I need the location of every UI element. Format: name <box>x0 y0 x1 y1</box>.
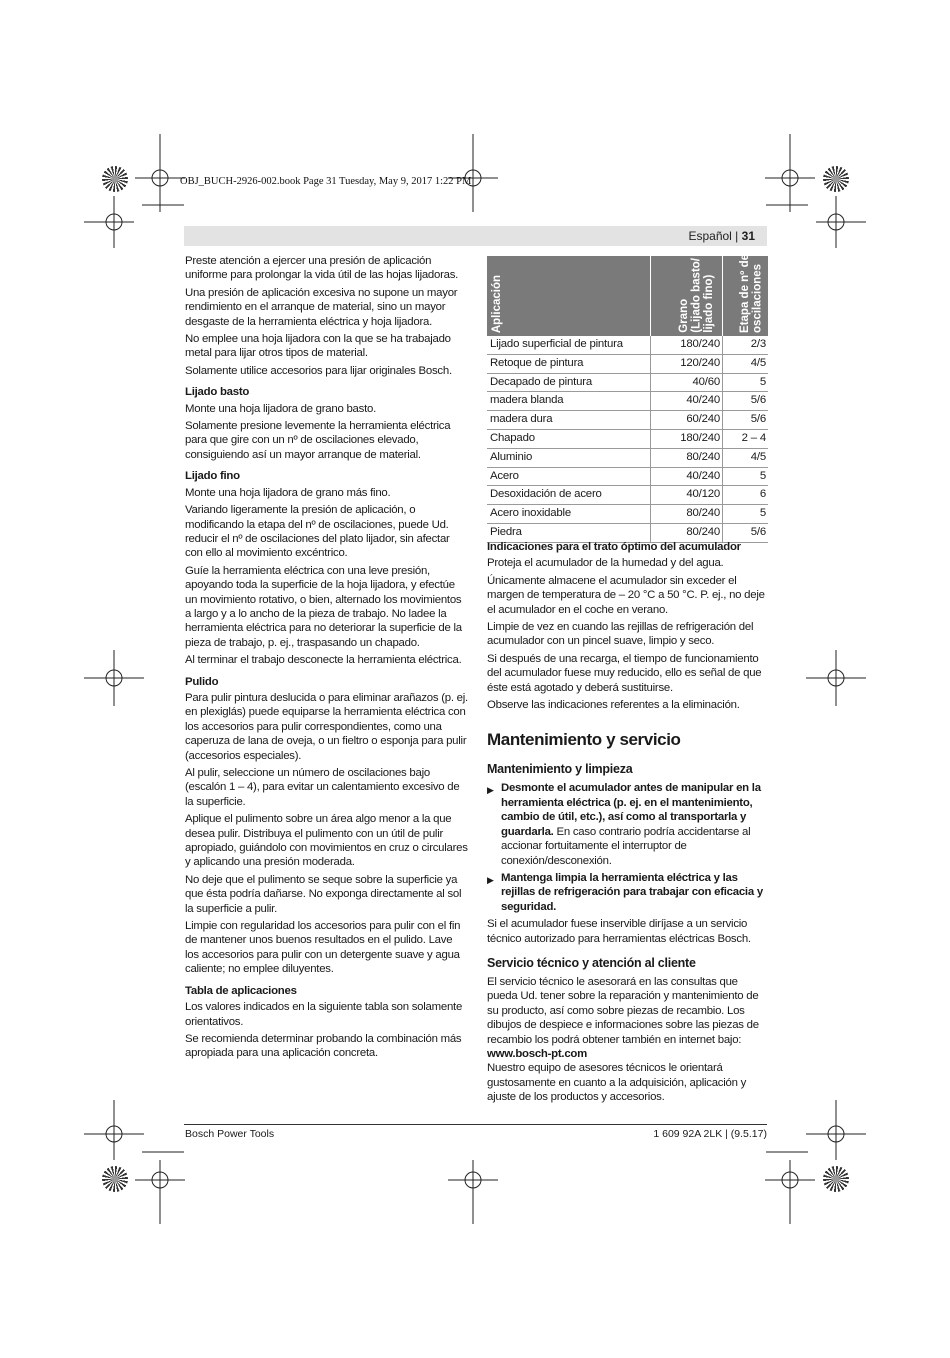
paragraph: Limpie con regularidad los accesorios para pulir con el fin de mantener unos buenos resultados en el pulido. Lave los accesorios para pulir con un detergente suave y agua caliente; no emplee diluyentes. <box>185 920 461 976</box>
cell-application: Lijado superficial de pintura <box>490 338 623 350</box>
table-row <box>487 449 768 468</box>
bullet-bold-text: Mantenga limpia la herramienta eléctrica y las rejillas de refrigeración para trabajar con eficacia y seguridad. <box>501 871 763 913</box>
cell-application: Acero inoxidable <box>490 507 572 520</box>
table-row <box>487 374 768 393</box>
cell-application: madera dura <box>490 413 553 426</box>
cell-grit: 40/240 <box>686 469 720 482</box>
cell-grit: 120/240 <box>680 356 720 369</box>
cell-application: madera blanda <box>490 394 564 407</box>
cell-grit: 40/240 <box>686 394 720 407</box>
bullet-bold-text: Desmonte el acumulador antes de manipular en la herramienta eléctrica (p. ej. en el mantenimiento, cambio de útil, etc.), así como al transportarla y guardarla. <box>501 782 761 838</box>
footer-doc-number: 1 609 92A 2LK | (9.5.17) <box>653 1128 767 1140</box>
cell-application: Piedra <box>490 525 522 538</box>
cell-stage: 5/6 <box>750 394 766 407</box>
page-header <box>184 226 767 246</box>
paragraph: Se recomienda determinar probando la combinación más apropiada para una aplicación concreta. <box>185 1032 462 1060</box>
cell-application: Retoque de pintura <box>490 356 584 369</box>
header-language: Español <box>688 229 732 243</box>
table-row <box>487 468 768 487</box>
table-header <box>487 256 768 336</box>
paragraph: Una presión de aplicación excesiva no supone un mayor rendimiento en el arranque de material, sino un mayor desgaste de la herramienta eléctrica y hoja lijadora. <box>185 286 458 328</box>
cell-stage: 5 <box>759 469 766 482</box>
bullet-text: En caso contrario podría accidentarse al accionar fortuitamente el interruptor de conexión/desconexión. <box>501 825 751 867</box>
cell-stage: 2/3 <box>750 338 766 350</box>
column-divider <box>650 256 651 336</box>
table-row <box>487 430 768 449</box>
table-row <box>487 505 768 524</box>
paragraph: Observe las indicaciones referentes a la eliminación. <box>487 699 740 712</box>
paragraph: El servicio técnico le asesorará en las consultas que pueda Ud. tener sobre la reparación y mantenimiento de su producto, así como sobre piezas de recambio. Los dibujos de despiece e informaciones sobre las piezas de recambio los podrá obtener también en internet bajo: <box>487 975 759 1046</box>
paragraph: Nuestro equipo de asesores técnicos le orientará gustosamente en cuanto a la adquisición, aplicación y ajuste de los productos y accesorios. <box>487 1062 747 1104</box>
paragraph: Solamente presione levemente la herramienta eléctrica para que gire con un nº de oscilaciones elevado, consiguiendo así un mayor arranque de material. <box>185 420 451 461</box>
page-number: 31 <box>741 229 755 243</box>
subheading-battery-care: Indicaciones para el trato óptimo del acumulador <box>487 541 741 553</box>
paragraph: No deje que el pulimento se seque sobre la superficie ya que ésta podría dañarse. No exponga directamente al sol la superficie a pulir. <box>185 873 462 915</box>
cell-stage: 5/6 <box>750 413 766 426</box>
paragraph: Si el acumulador fuese inservible diríjase a un servicio técnico autorizado para herramientas eléctricas Bosch. <box>487 918 751 945</box>
bullet-triangle-icon: ▶ <box>487 785 494 796</box>
cell-stage: 4/5 <box>750 450 766 463</box>
cell-stage: 6 <box>759 488 766 501</box>
cell-stage: 5 <box>759 375 766 388</box>
subheading-coarse-sanding: Lijado basto <box>185 386 250 399</box>
table-row <box>487 336 768 355</box>
safety-bullet <box>487 781 769 867</box>
column-divider <box>722 256 723 336</box>
paragraph: Al pulir, seleccione un número de oscilaciones bajo (escalón 1 – 4), para evitar un calentamiento excesivo de la superficie. <box>185 767 460 808</box>
heading-maintenance-cleaning: Mantenimiento y limpieza <box>487 762 633 777</box>
heading-maintenance-service: Mantenimiento y servicio <box>487 730 681 750</box>
subheading-application-table: Tabla de aplicaciones <box>185 984 297 997</box>
paragraph: Guíe la herramienta eléctrica con una leve presión, apoyando toda la superficie de la hoja lijadora, y efectúe un movimiento rotativo, o bien, alternado los movimientos a largo y a lo ancho de la pieza de trabajo. No ladee la herramienta eléctrica para no deteriorar la superficie de la pieza de trabajo, p. ej., traspasando un chapado. <box>185 564 462 649</box>
cell-stage: 4/5 <box>750 356 766 369</box>
paragraph: Limpie de vez en cuando las rejillas de refrigeración del acumulador con un pincel suave, limpio y seco. <box>487 621 754 648</box>
paragraph: Aplique el pulimento sobre un área algo menor a la que desea pulir. Distribuya el pulimento con un útil de pulir apropiado, guiándolo con movimientos en cruz o circulares y aplicando una presión moderada. <box>185 813 468 869</box>
bullet-triangle-icon: ▶ <box>487 874 494 885</box>
print-slug: OBJ_BUCH-2926-002.book Page 31 Tuesday, May 9, 2017 1:22 PM <box>180 176 472 187</box>
column-header-grit: Grano (Lijado basto/ lijado fino) <box>678 258 715 333</box>
cell-grit: 60/240 <box>686 413 720 426</box>
footer-rule <box>184 1124 767 1125</box>
safety-bullet <box>487 871 769 914</box>
paragraph: No emplee una hoja lijadora con la que se ha trabajado metal para lijar otros tipos de material. <box>185 333 451 360</box>
cell-grit: 80/240 <box>686 450 720 463</box>
paragraph: Solamente utilice accesorios para lijar originales Bosch. <box>185 364 452 377</box>
table-row <box>487 355 768 374</box>
column-header-application: Aplicación <box>491 274 503 333</box>
paragraph: Únicamente almacene el acumulador sin exceder el margen de temperatura de – 20 °C a 50 °C. P. ej., no deje el acumulador en el coche en verano. <box>487 574 765 616</box>
cell-grit: 40/120 <box>686 488 720 501</box>
cell-application: Acero <box>490 469 519 482</box>
footer-brand: Bosch Power Tools <box>185 1128 275 1140</box>
application-table <box>487 256 768 543</box>
paragraph: Monte una hoja lijadora de grano más fino. <box>185 486 391 499</box>
cell-grit: 180/240 <box>680 431 720 444</box>
cell-grit: 80/240 <box>686 525 720 538</box>
subheading-polishing: Pulido <box>185 675 219 688</box>
table-row <box>487 392 768 411</box>
cell-grit: 40/60 <box>692 375 720 388</box>
cell-grit: 80/240 <box>686 507 720 520</box>
heading-customer-service: Servicio técnico y atención al cliente <box>487 955 696 970</box>
paragraph: Proteja el acumulador de la humedad y del agua. <box>487 557 724 570</box>
table-row <box>487 411 768 430</box>
right-column <box>487 540 769 1108</box>
cell-stage: 2 – 4 <box>741 431 766 444</box>
paragraph: Al terminar el trabajo desconecte la herramienta eléctrica. <box>185 654 462 667</box>
paragraph: Los valores indicados en la siguiente tabla son solamente orientativos. <box>185 1001 463 1028</box>
cell-application: Decapado de pintura <box>490 375 592 388</box>
cell-stage: 5/6 <box>750 525 766 538</box>
cell-application: Desoxidación de acero <box>490 488 602 501</box>
cell-application: Aluminio <box>490 450 533 463</box>
paragraph: Si después de una recarga, el tiempo de funcionamiento del acumulador fuese muy reducido, ello es señal de que éste está agotado y deberá sustituirse. <box>487 652 762 694</box>
cell-application: Chapado <box>490 431 535 444</box>
service-url-link[interactable]: www.bosch-pt.com <box>487 1047 587 1060</box>
cell-stage: 5 <box>759 507 766 520</box>
paragraph: Monte una hoja lijadora de grano basto. <box>185 402 376 415</box>
left-column <box>185 254 468 1064</box>
table-row <box>487 486 768 505</box>
paragraph: Variando ligeramente la presión de aplicación, o modificando la etapa del nº de oscilaciones, puede Ud. reducir el nº de oscilaciones del plato lijador, sin afectar con ello al movimiento excéntrico. <box>185 504 450 560</box>
subheading-fine-sanding: Lijado fino <box>185 470 240 483</box>
paragraph: Para pulir pintura deslucida o para eliminar arañazos (p. ej. en plexiglás) puede equiparse la herramienta eléctrica con los accesorios para pulir correspondientes, como una caperuza de lana de oveja, o un fieltro o esponja para pulir (accesorios especiales). <box>185 691 468 762</box>
paragraph: Preste atención a ejercer una presión de aplicación uniforme para prolongar la vida útil de las hojas lijadoras. <box>185 255 459 282</box>
cell-grit: 180/240 <box>680 338 720 350</box>
column-header-stage: Etapa de nº de oscilaciones <box>739 254 764 333</box>
header-text: Español | 31 <box>688 229 755 243</box>
